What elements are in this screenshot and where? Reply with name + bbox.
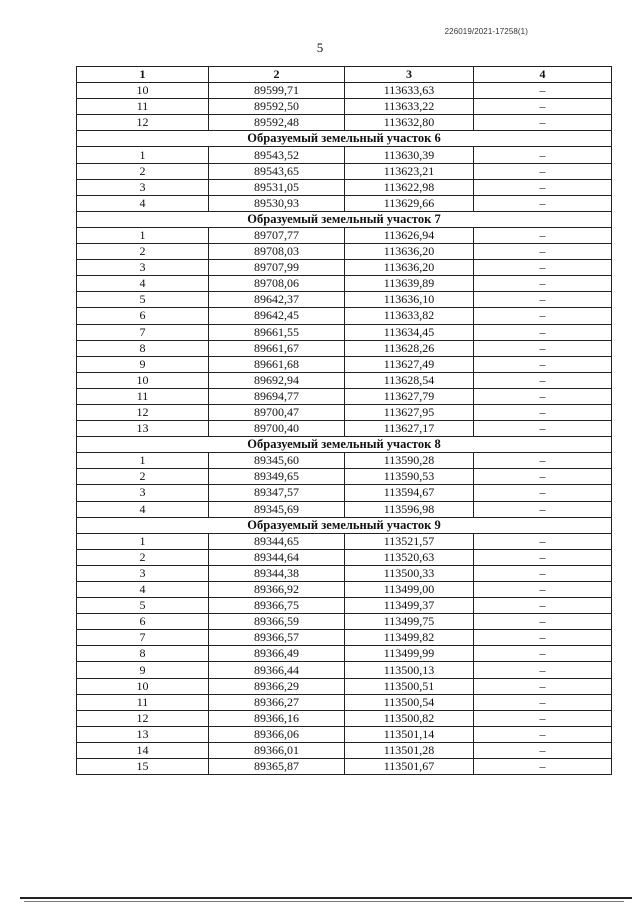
x-coordinate-cell: 89366,92 — [209, 582, 345, 598]
table-row — [77, 308, 612, 324]
column-4-cell: – — [474, 533, 612, 549]
point-number-cell: 2 — [77, 549, 209, 565]
x-coordinate-cell: 89345,69 — [209, 501, 345, 517]
point-number-cell: 11 — [77, 99, 209, 115]
column-4-cell: – — [474, 324, 612, 340]
y-coordinate-cell: 113499,75 — [345, 614, 474, 630]
column-4-cell: – — [474, 582, 612, 598]
table-row — [77, 678, 612, 694]
column-4-cell: – — [474, 469, 612, 485]
point-number-cell: 4 — [77, 582, 209, 598]
section-header-row — [77, 131, 612, 147]
column-4-cell: – — [474, 710, 612, 726]
y-coordinate-cell: 113500,13 — [345, 662, 474, 678]
table-row — [77, 485, 612, 501]
table-row — [77, 195, 612, 211]
table-row — [77, 533, 612, 549]
y-coordinate-cell: 113520,63 — [345, 549, 474, 565]
y-coordinate-cell: 113634,45 — [345, 324, 474, 340]
y-coordinate-cell: 113501,14 — [345, 726, 474, 742]
point-number-cell: 4 — [77, 501, 209, 517]
table-row — [77, 549, 612, 565]
column-4-cell: – — [474, 308, 612, 324]
column-4-cell: – — [474, 630, 612, 646]
column-4-cell: – — [474, 244, 612, 260]
point-number-cell: 5 — [77, 292, 209, 308]
x-coordinate-cell: 89349,65 — [209, 469, 345, 485]
x-coordinate-cell: 89543,52 — [209, 147, 345, 163]
x-coordinate-cell: 89642,37 — [209, 292, 345, 308]
point-number-cell: 13 — [77, 726, 209, 742]
column-4-cell: – — [474, 356, 612, 372]
x-coordinate-cell: 89694,77 — [209, 388, 345, 404]
column-4-cell: – — [474, 485, 612, 501]
column-4-cell: – — [474, 292, 612, 308]
table-body — [77, 83, 612, 775]
x-coordinate-cell: 89366,27 — [209, 694, 345, 710]
column-4-cell: – — [474, 195, 612, 211]
table-row — [77, 163, 612, 179]
y-coordinate-cell: 113627,95 — [345, 404, 474, 420]
column-4-cell: – — [474, 115, 612, 131]
y-coordinate-cell: 113500,33 — [345, 565, 474, 581]
table-row — [77, 340, 612, 356]
y-coordinate-cell: 113628,54 — [345, 372, 474, 388]
table-row — [77, 582, 612, 598]
y-coordinate-cell: 113499,00 — [345, 582, 474, 598]
table-row — [77, 324, 612, 340]
x-coordinate-cell: 89366,59 — [209, 614, 345, 630]
point-number-cell: 7 — [77, 630, 209, 646]
x-coordinate-cell: 89345,60 — [209, 453, 345, 469]
x-coordinate-cell: 89707,99 — [209, 260, 345, 276]
table-row — [77, 565, 612, 581]
x-coordinate-cell: 89365,87 — [209, 759, 345, 775]
section-title: Образуемый земельный участок 6 — [77, 131, 612, 147]
point-number-cell: 8 — [77, 646, 209, 662]
column-4-cell: – — [474, 501, 612, 517]
y-coordinate-cell: 113633,22 — [345, 99, 474, 115]
column-4-cell: – — [474, 83, 612, 99]
column-4-cell: – — [474, 404, 612, 420]
point-number-cell: 11 — [77, 694, 209, 710]
x-coordinate-cell: 89347,57 — [209, 485, 345, 501]
column-header: 1 — [77, 67, 209, 83]
table-row — [77, 388, 612, 404]
y-coordinate-cell: 113623,21 — [345, 163, 474, 179]
point-number-cell: 15 — [77, 759, 209, 775]
column-4-cell: – — [474, 276, 612, 292]
y-coordinate-cell: 113501,67 — [345, 759, 474, 775]
point-number-cell: 8 — [77, 340, 209, 356]
point-number-cell: 9 — [77, 662, 209, 678]
y-coordinate-cell: 113594,67 — [345, 485, 474, 501]
x-coordinate-cell: 89708,06 — [209, 276, 345, 292]
table-row — [77, 614, 612, 630]
x-coordinate-cell: 89707,77 — [209, 227, 345, 243]
point-number-cell: 7 — [77, 324, 209, 340]
y-coordinate-cell: 113633,63 — [345, 83, 474, 99]
y-coordinate-cell: 113499,99 — [345, 646, 474, 662]
point-number-cell: 6 — [77, 308, 209, 324]
table-row — [77, 453, 612, 469]
table-row — [77, 147, 612, 163]
x-coordinate-cell: 89661,55 — [209, 324, 345, 340]
bottom-rule — [20, 897, 632, 899]
coordinates-table — [76, 66, 612, 775]
point-number-cell: 2 — [77, 163, 209, 179]
column-4-cell: – — [474, 565, 612, 581]
y-coordinate-cell: 113499,37 — [345, 598, 474, 614]
column-4-cell: – — [474, 678, 612, 694]
y-coordinate-cell: 113500,51 — [345, 678, 474, 694]
table-row — [77, 179, 612, 195]
table-row — [77, 501, 612, 517]
y-coordinate-cell: 113622,98 — [345, 179, 474, 195]
point-number-cell: 2 — [77, 469, 209, 485]
point-number-cell: 11 — [77, 388, 209, 404]
point-number-cell: 3 — [77, 260, 209, 276]
y-coordinate-cell: 113501,28 — [345, 742, 474, 758]
column-4-cell: – — [474, 421, 612, 437]
x-coordinate-cell: 89366,01 — [209, 742, 345, 758]
table-row — [77, 260, 612, 276]
column-header: 3 — [345, 67, 474, 83]
table-row — [77, 598, 612, 614]
section-header-row — [77, 517, 612, 533]
table-row — [77, 99, 612, 115]
table-row — [77, 244, 612, 260]
column-4-cell: – — [474, 372, 612, 388]
table-row — [77, 742, 612, 758]
table-row — [77, 759, 612, 775]
table-row — [77, 726, 612, 742]
section-header-row — [77, 211, 612, 227]
table-row — [77, 276, 612, 292]
x-coordinate-cell: 89366,06 — [209, 726, 345, 742]
column-header: 4 — [474, 67, 612, 83]
x-coordinate-cell: 89592,50 — [209, 99, 345, 115]
y-coordinate-cell: 113629,66 — [345, 195, 474, 211]
column-4-cell: – — [474, 179, 612, 195]
table-row — [77, 646, 612, 662]
column-4-cell: – — [474, 694, 612, 710]
x-coordinate-cell: 89661,67 — [209, 340, 345, 356]
table-row — [77, 404, 612, 420]
x-coordinate-cell: 89531,05 — [209, 179, 345, 195]
x-coordinate-cell: 89692,94 — [209, 372, 345, 388]
table-row — [77, 115, 612, 131]
y-coordinate-cell: 113628,26 — [345, 340, 474, 356]
point-number-cell: 1 — [77, 533, 209, 549]
x-coordinate-cell: 89366,29 — [209, 678, 345, 694]
table-row — [77, 710, 612, 726]
x-coordinate-cell: 89344,64 — [209, 549, 345, 565]
y-coordinate-cell: 113633,82 — [345, 308, 474, 324]
point-number-cell: 6 — [77, 614, 209, 630]
x-coordinate-cell: 89700,40 — [209, 421, 345, 437]
point-number-cell: 10 — [77, 83, 209, 99]
bottom-rule-thin — [24, 901, 624, 902]
y-coordinate-cell: 113626,94 — [345, 227, 474, 243]
y-coordinate-cell: 113627,17 — [345, 421, 474, 437]
y-coordinate-cell: 113636,10 — [345, 292, 474, 308]
point-number-cell: 1 — [77, 453, 209, 469]
column-4-cell: – — [474, 453, 612, 469]
y-coordinate-cell: 113590,28 — [345, 453, 474, 469]
x-coordinate-cell: 89366,44 — [209, 662, 345, 678]
column-4-cell: – — [474, 614, 612, 630]
column-4-cell: – — [474, 549, 612, 565]
point-number-cell: 1 — [77, 147, 209, 163]
x-coordinate-cell: 89366,49 — [209, 646, 345, 662]
table-row — [77, 227, 612, 243]
section-title: Образуемый земельный участок 7 — [77, 211, 612, 227]
y-coordinate-cell: 113596,98 — [345, 501, 474, 517]
x-coordinate-cell: 89592,48 — [209, 115, 345, 131]
x-coordinate-cell: 89530,93 — [209, 195, 345, 211]
table-row — [77, 630, 612, 646]
x-coordinate-cell: 89344,38 — [209, 565, 345, 581]
table-row — [77, 372, 612, 388]
x-coordinate-cell: 89366,75 — [209, 598, 345, 614]
column-4-cell: – — [474, 662, 612, 678]
point-number-cell: 4 — [77, 195, 209, 211]
section-header-row — [77, 437, 612, 453]
section-title: Образуемый земельный участок 8 — [77, 437, 612, 453]
x-coordinate-cell: 89543,65 — [209, 163, 345, 179]
y-coordinate-cell: 113630,39 — [345, 147, 474, 163]
y-coordinate-cell: 113627,49 — [345, 356, 474, 372]
y-coordinate-cell: 113632,80 — [345, 115, 474, 131]
column-4-cell: – — [474, 147, 612, 163]
point-number-cell: 3 — [77, 485, 209, 501]
column-4-cell: – — [474, 742, 612, 758]
point-number-cell: 12 — [77, 115, 209, 131]
table-row — [77, 292, 612, 308]
table-row — [77, 469, 612, 485]
point-number-cell: 1 — [77, 227, 209, 243]
point-number-cell: 3 — [77, 565, 209, 581]
x-coordinate-cell: 89366,16 — [209, 710, 345, 726]
x-coordinate-cell: 89599,71 — [209, 83, 345, 99]
point-number-cell: 9 — [77, 356, 209, 372]
section-title: Образуемый земельный участок 9 — [77, 517, 612, 533]
header-row — [77, 67, 612, 83]
column-header: 2 — [209, 67, 345, 83]
point-number-cell: 13 — [77, 421, 209, 437]
page-number: 5 — [316, 40, 324, 55]
table-row — [77, 83, 612, 99]
y-coordinate-cell: 113627,79 — [345, 388, 474, 404]
point-number-cell: 12 — [77, 710, 209, 726]
column-4-cell: – — [474, 726, 612, 742]
column-4-cell: – — [474, 99, 612, 115]
point-number-cell: 14 — [77, 742, 209, 758]
x-coordinate-cell: 89344,65 — [209, 533, 345, 549]
column-4-cell: – — [474, 388, 612, 404]
x-coordinate-cell: 89642,45 — [209, 308, 345, 324]
y-coordinate-cell: 113590,53 — [345, 469, 474, 485]
table-row — [77, 421, 612, 437]
point-number-cell: 3 — [77, 179, 209, 195]
column-4-cell: – — [474, 340, 612, 356]
point-number-cell: 5 — [77, 598, 209, 614]
x-coordinate-cell: 89366,57 — [209, 630, 345, 646]
point-number-cell: 10 — [77, 678, 209, 694]
document-id: 226019/2021-17258(1) — [444, 27, 528, 36]
point-number-cell: 2 — [77, 244, 209, 260]
column-4-cell: – — [474, 759, 612, 775]
table-row — [77, 356, 612, 372]
column-4-cell: – — [474, 163, 612, 179]
y-coordinate-cell: 113499,82 — [345, 630, 474, 646]
column-4-cell: – — [474, 646, 612, 662]
x-coordinate-cell: 89661,68 — [209, 356, 345, 372]
column-4-cell: – — [474, 598, 612, 614]
table-row — [77, 662, 612, 678]
y-coordinate-cell: 113500,82 — [345, 710, 474, 726]
x-coordinate-cell: 89700,47 — [209, 404, 345, 420]
column-4-cell: – — [474, 260, 612, 276]
table-row — [77, 694, 612, 710]
y-coordinate-cell: 113639,89 — [345, 276, 474, 292]
y-coordinate-cell: 113500,54 — [345, 694, 474, 710]
y-coordinate-cell: 113521,57 — [345, 533, 474, 549]
point-number-cell: 10 — [77, 372, 209, 388]
column-4-cell: – — [474, 227, 612, 243]
y-coordinate-cell: 113636,20 — [345, 260, 474, 276]
y-coordinate-cell: 113636,20 — [345, 244, 474, 260]
point-number-cell: 12 — [77, 404, 209, 420]
point-number-cell: 4 — [77, 276, 209, 292]
x-coordinate-cell: 89708,03 — [209, 244, 345, 260]
